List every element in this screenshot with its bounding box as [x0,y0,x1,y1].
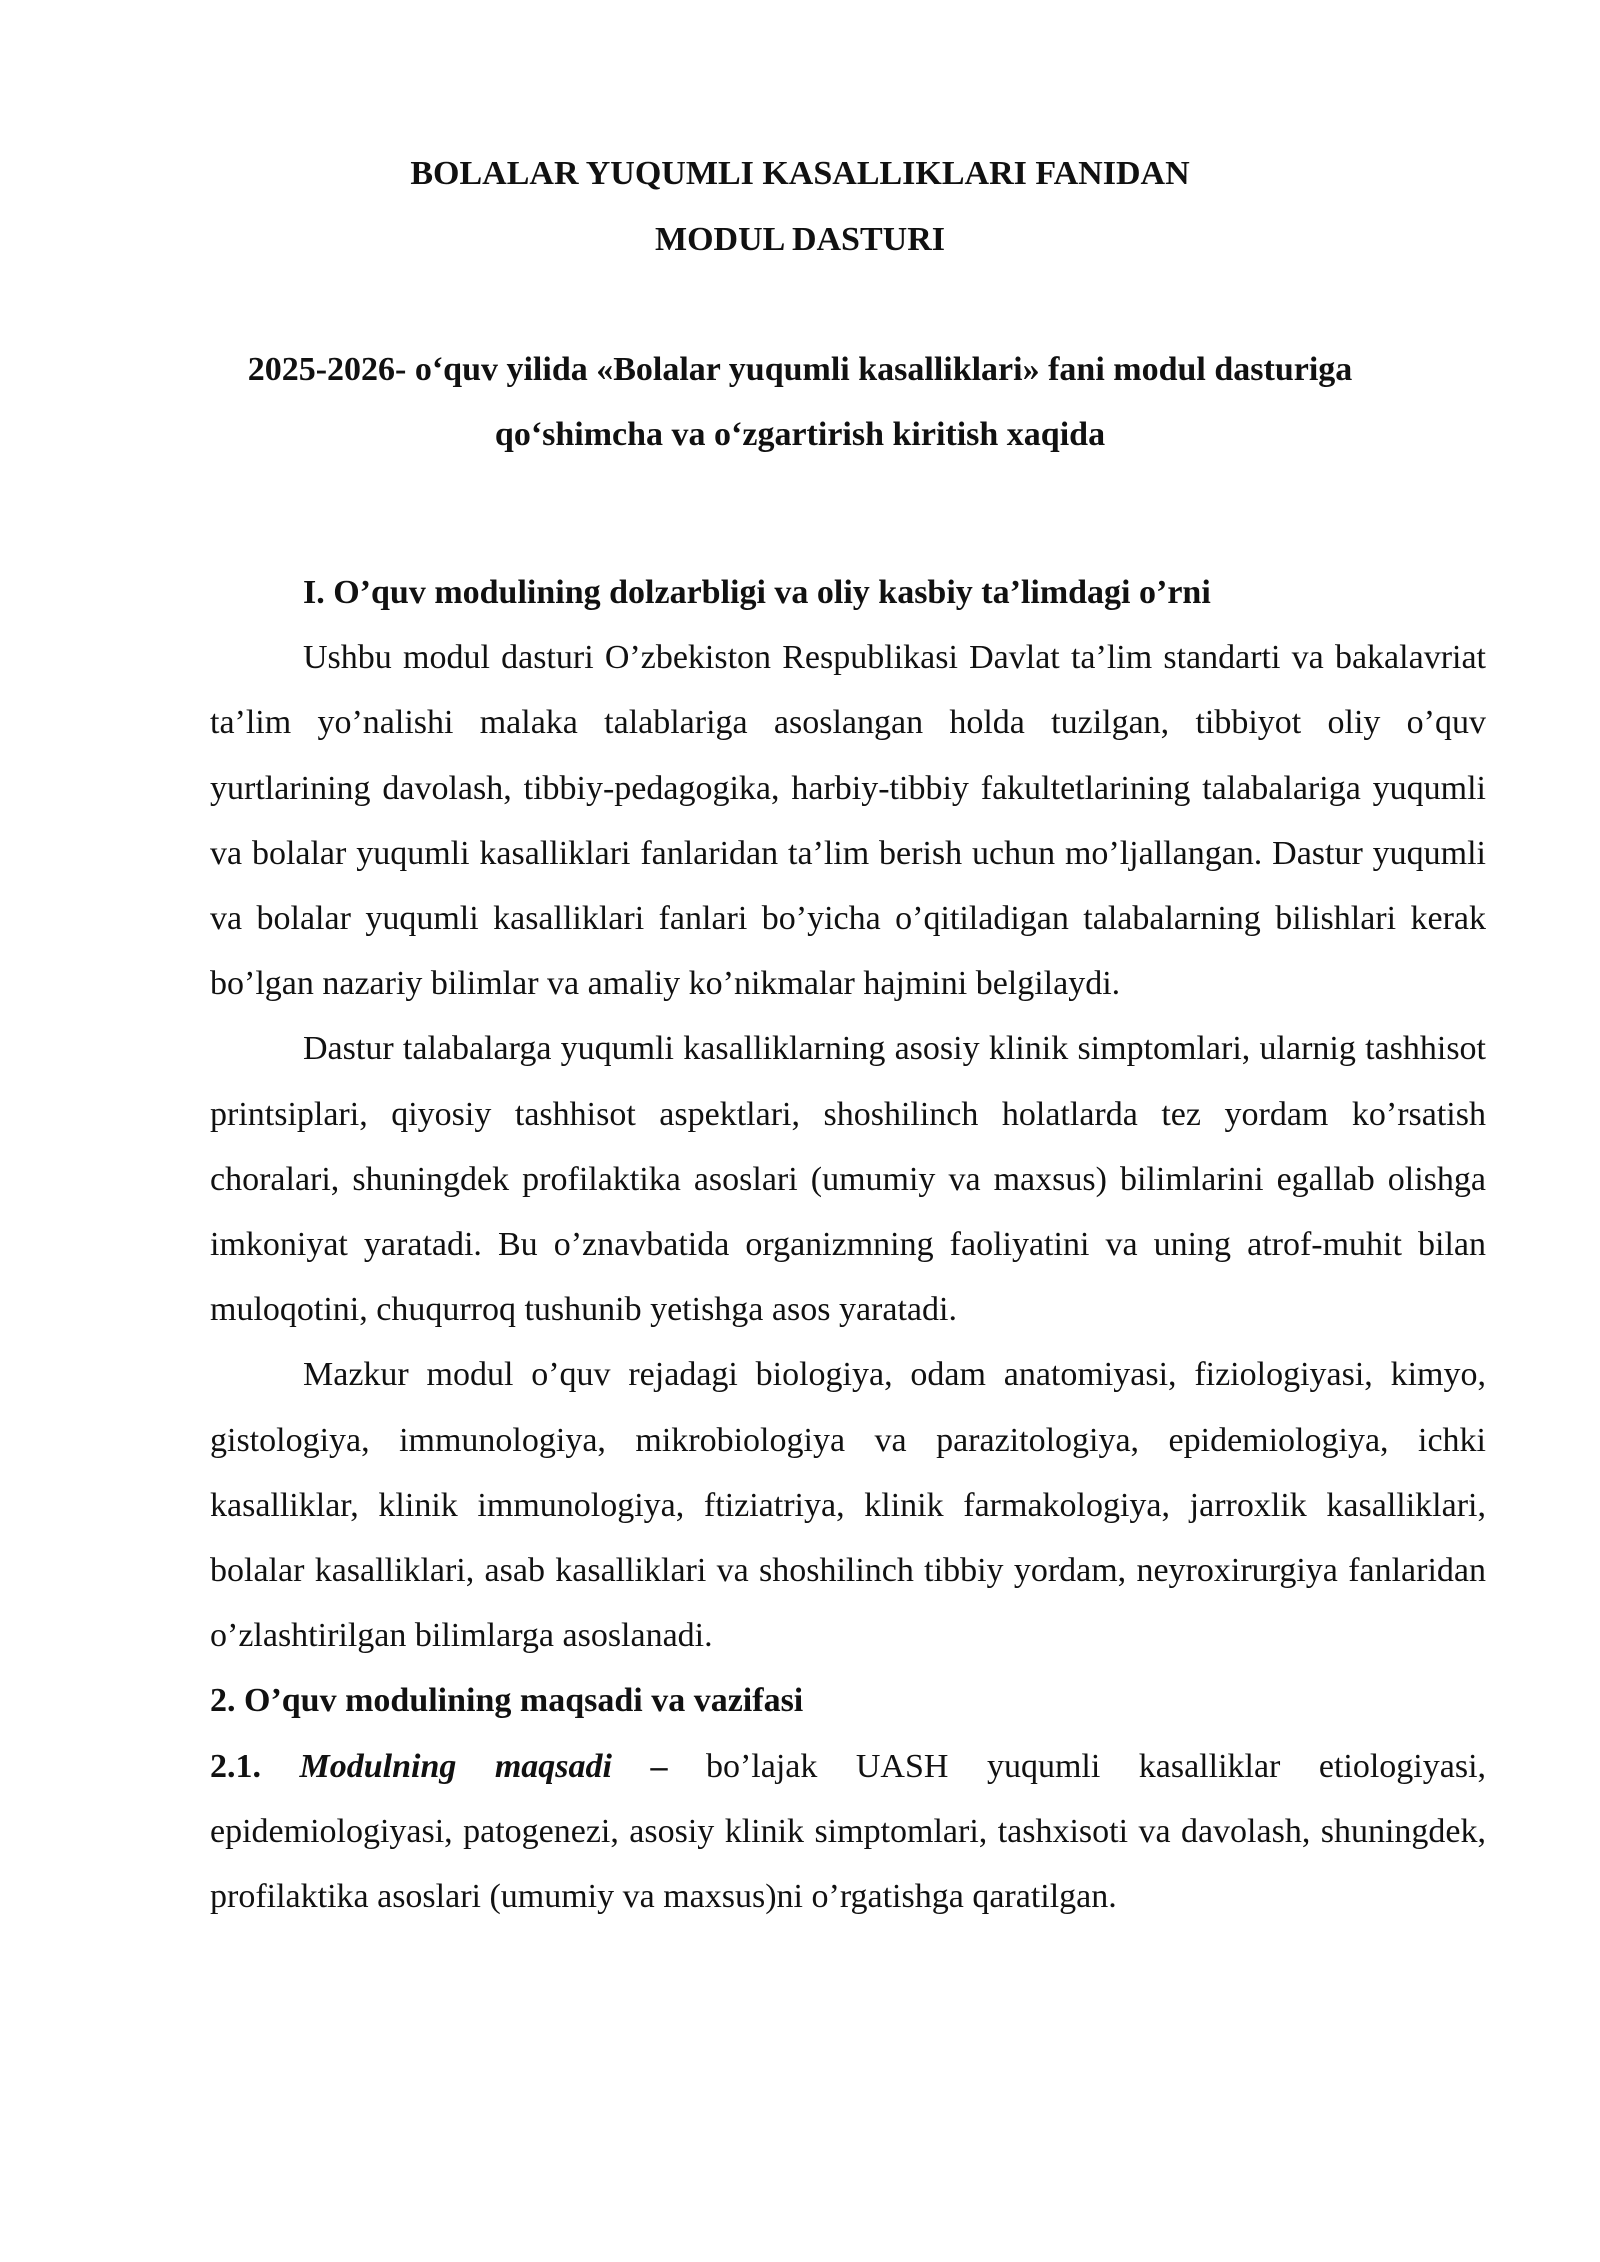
document-title-line-2: MODUL DASTURI [655,221,945,258]
section-2-heading: 2. O’quv modulining maqsadi va vazifasi [210,1682,804,1720]
document-title-line-1: BOLALAR YUQUMLI KASALLIKLARI FANIDAN [410,155,1190,192]
section-2-item-label: Modulning maqsadi [299,1747,612,1785]
section-2-item-number: 2.1. [210,1747,261,1785]
section-2-item-1 [210,1734,1486,1930]
section-1-paragraph-1: Ushbu modul dasturi O’zbekiston Respublikasi Davlat ta’lim standarti va bakalavriat ta’lim yo’nalishi malaka talablariga asoslangan holda tuzilgan, tibbiyot oliy o’quv yurtlarining davolash, tibbiy-pedagogika, harbiy-tibbiy fakultetlarining talabalariga yuqumli va bolalar yuqumli kasalliklari fanlaridan ta’lim berish uchun mo’ljallangan. Dastur yuqumli va bolalar yuqumli kasalliklari fanlari bo’yicha o’qitiladigan talabalarning bilishlari kerak bo’lgan nazariy bilimlar va amaliy ko’nikmalar hajmini belgilaydi. [210,639,1486,1003]
document-subtitle-line-1: 2025-2026- o‘quv yilida «Bolalar yuqumli kasalliklari» fani modul dasturiga [247,351,1353,388]
section-1-heading: I. O’quv modulining dolzarbligi va oliy kasbiy ta’limdagi o’rni [303,574,1211,611]
document-subtitle-line-2: qo‘shimcha va o‘zgartirish kiritish xaqida [494,416,1106,453]
document-body [210,560,1486,1929]
section-1-paragraph-3: Mazkur modul o’quv rejadagi biologiya, odam anatomiyasi, fiziologiyasi, kimyo, gistologiya, immunologiya, mikrobiologiya va parazitologiya, epidemiologiya, ichki kasalliklar, klinik immunologiya, ftiziatriya, klinik farmakologiya, jarroxlik kasalliklari, bolalar kasalliklari, asab kasalliklari va shoshilinch tibbiy yordam, neyroxirurgiya fanlaridan o’zlashtirilgan bilimlarga asoslanadi. [210,1356,1486,1655]
section-2-item-dash: – [650,1747,668,1785]
section-2-item-text: bo’lajak UASH yuqumli kasalliklar etiologiyasi, epidemiologiyasi, patogenezi, asosiy klinik simptomlari, tashxisoti va davolash, shuningdek, profilaktika asoslari (umumiy va maxsus)ni o’rgatishga qaratilgan. [210,1747,1487,1916]
section-1-paragraph-2: Dastur talabalarga yuqumli kasalliklarning asosiy klinik simptomlari, ularnig tashhisot printsiplari, qiyosiy tashhisot aspektlari, shoshilinch holatlarda tez yordam ko’rsatish choralari, shuningdek profilaktika asoslari (umumiy va maxsus) bilimlarini egallab olishga imkoniyat yaratadi. Bu o’znavbatida organizmning faoliyatini va uning atrof-muhit bilan muloqotini, chuqurroq tushunib yetishga asos yaratadi. [210,1030,1486,1329]
